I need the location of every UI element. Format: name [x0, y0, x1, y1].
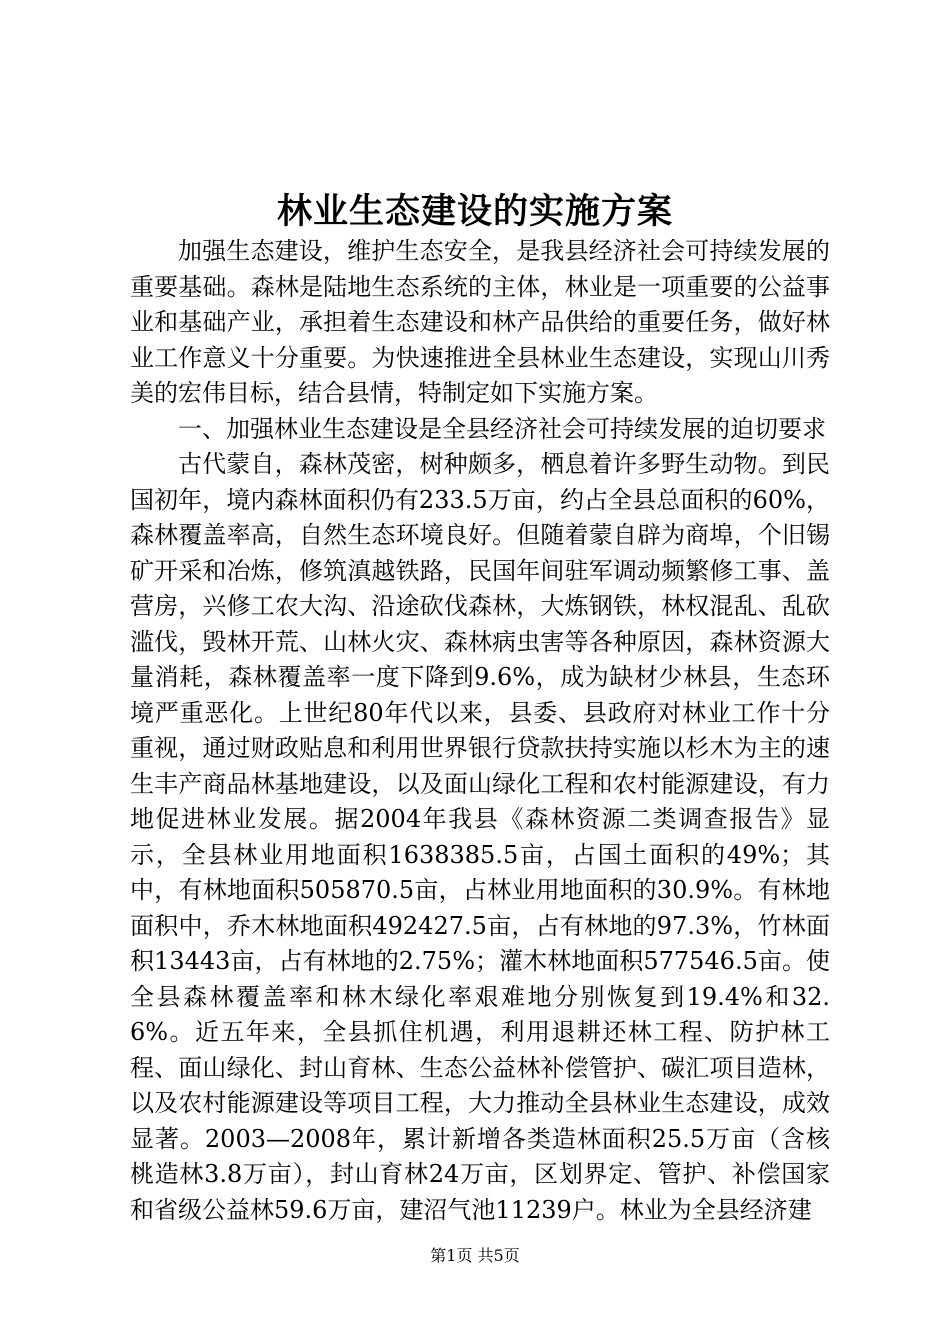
document-title: 林业生态建设的实施方案 — [276, 192, 673, 232]
section-heading: 一、加强林业生态建设是全县经济社会可持续发展的迫切要求 — [178, 414, 826, 443]
paragraph-intro: 加强生态建设，维护生态安全，是我县经济社会可持续发展的重要基础。森林是陆地生态系统的主体，林业是一项重要的公益事业和基础产业，承担着生态建设和林产品供给的重要任务，做好林业工作意义十分重要。为快速推进全县林业生态建设，实现山川秀美的宏伟目标，结合县情，特制定如下实施方案。 — [130, 237, 830, 407]
page-footer: 第1页 共5页 — [430, 1246, 520, 1265]
paragraph-history: 古代蒙自，森林茂密，树种颇多，栖息着许多野生动物。到民国初年，境内森林面积仍有233.5万亩，约占全县总面积的60%，森林覆盖率高，自然生态环境良好。但随着蒙自辟为商埠，个旧锡矿开采和冶炼，修筑滇越铁路，民国年间驻军调动频繁修工事、盖营房，兴修工农大沟、沿途砍伐森林，大炼钢铁，林权混乱、乱砍滥伐，毁林开荒、山林火灾、森林病虫害等各种原因，森林资源大量消耗，森林覆盖率一度下降到9.6%，成为缺材少林县，生态环境严重恶化。上世纪80年代以来，县委、县政府对林业工作十分重视，通过财政贴息和利用世界银行贷款扶持实施以杉木为主的速生丰产商品林基地建设，以及面山绿化工程和农村能源建设，有力地促进林业发展。据2004年我县《森林资源二类调查报告》显示，全县林业用地面积1638385.5亩，占国土面积的49%；其中，有林地面积505870.5亩，占林业用地面积的30.9%。有林地面积中，乔木林地面积492427.5亩，占有林地的97.3%，竹林面积13443亩，占有林地的2.75%；灌木林地面积577546.5亩。使全县森林覆盖率和林木绿化率艰难地分别恢复到19.4%和32.6%。近五年来，全县抓住机遇，利用退耕还林工程、防护林工程、面山绿化、封山育林、生态公益林补偿管护、碳汇项目造林，以及农村能源建设等项目工程，大力推动全县林业生态建设，成效显著。2003—2008年，累计新增各类造林面积25.5万亩（含核桃造林3.8万亩），封山育林24万亩，区划界定、管护、补偿国家和省级公益林59.6万亩，建沼气池11239户。林业为全县经济建 — [130, 450, 830, 1224]
document-body — [130, 234, 830, 1228]
